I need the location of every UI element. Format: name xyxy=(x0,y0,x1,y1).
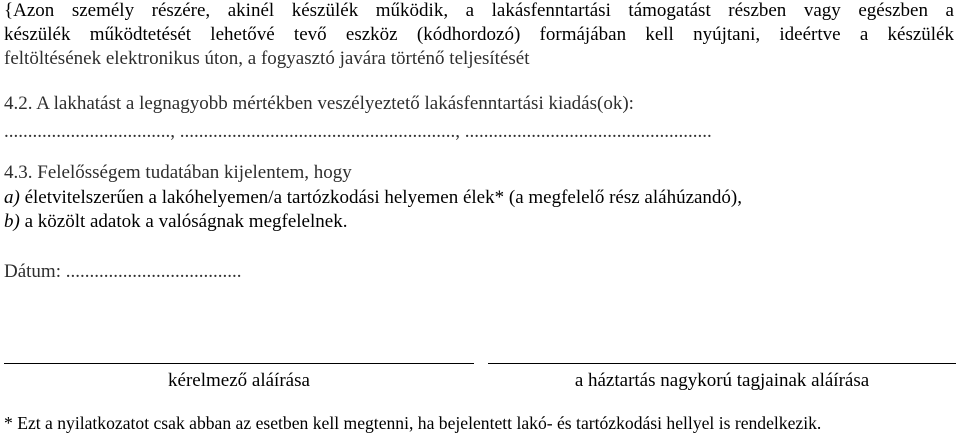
item-b xyxy=(4,209,347,235)
household-signature-line xyxy=(488,363,956,364)
date-field: Dátum: ..................................... xyxy=(4,261,242,282)
item-a-marker: a) xyxy=(4,187,20,208)
household-signature-label: a háztartás nagykorú tagjainak aláírása xyxy=(574,370,870,391)
item-a-text: életvitelszerűen a lakóhelyemen/a tartózkodási helyemen élek* (a megfelelő rész aláhúzandó), xyxy=(19,187,743,208)
section-4-2-heading: 4.2. A lakhatást a legnagyobb mértékben veszélyeztető lakásfenntartási kiadás(ok): xyxy=(4,93,634,114)
intro-line-1: {Azon személy részére, akinél készülék működik, a lakásfenntartási támogatást részben vagy egészben a xyxy=(4,0,954,21)
item-a xyxy=(4,185,742,211)
item-b-text: a közölt adatok a valóságnak megfelelnek. xyxy=(19,211,348,232)
section-4-2-fill-line: ..................................., .........................................................., .................................................... xyxy=(4,121,712,142)
intro-line-3: feltöltésének elektronikus úton, a fogyasztó javára történő teljesítését xyxy=(4,48,530,69)
applicant-signature-line xyxy=(4,363,474,364)
footnote: * Ezt a nyilatkozatot csak abban az esetben kell megtenni, ha bejelentett lakó- és tartózkodási hellyel is rendelkezik. xyxy=(4,413,822,433)
section-4-3-heading: 4.3. Felelősségem tudatában kijelentem, hogy xyxy=(4,162,352,183)
applicant-signature-label: kérelmező aláírása xyxy=(168,370,310,391)
intro-line-2: készülék működtetését lehetővé tevő eszköz (kódhordozó) formájában kell nyújtani, ideértve a készülék xyxy=(4,24,954,45)
item-b-marker: b) xyxy=(4,211,20,232)
